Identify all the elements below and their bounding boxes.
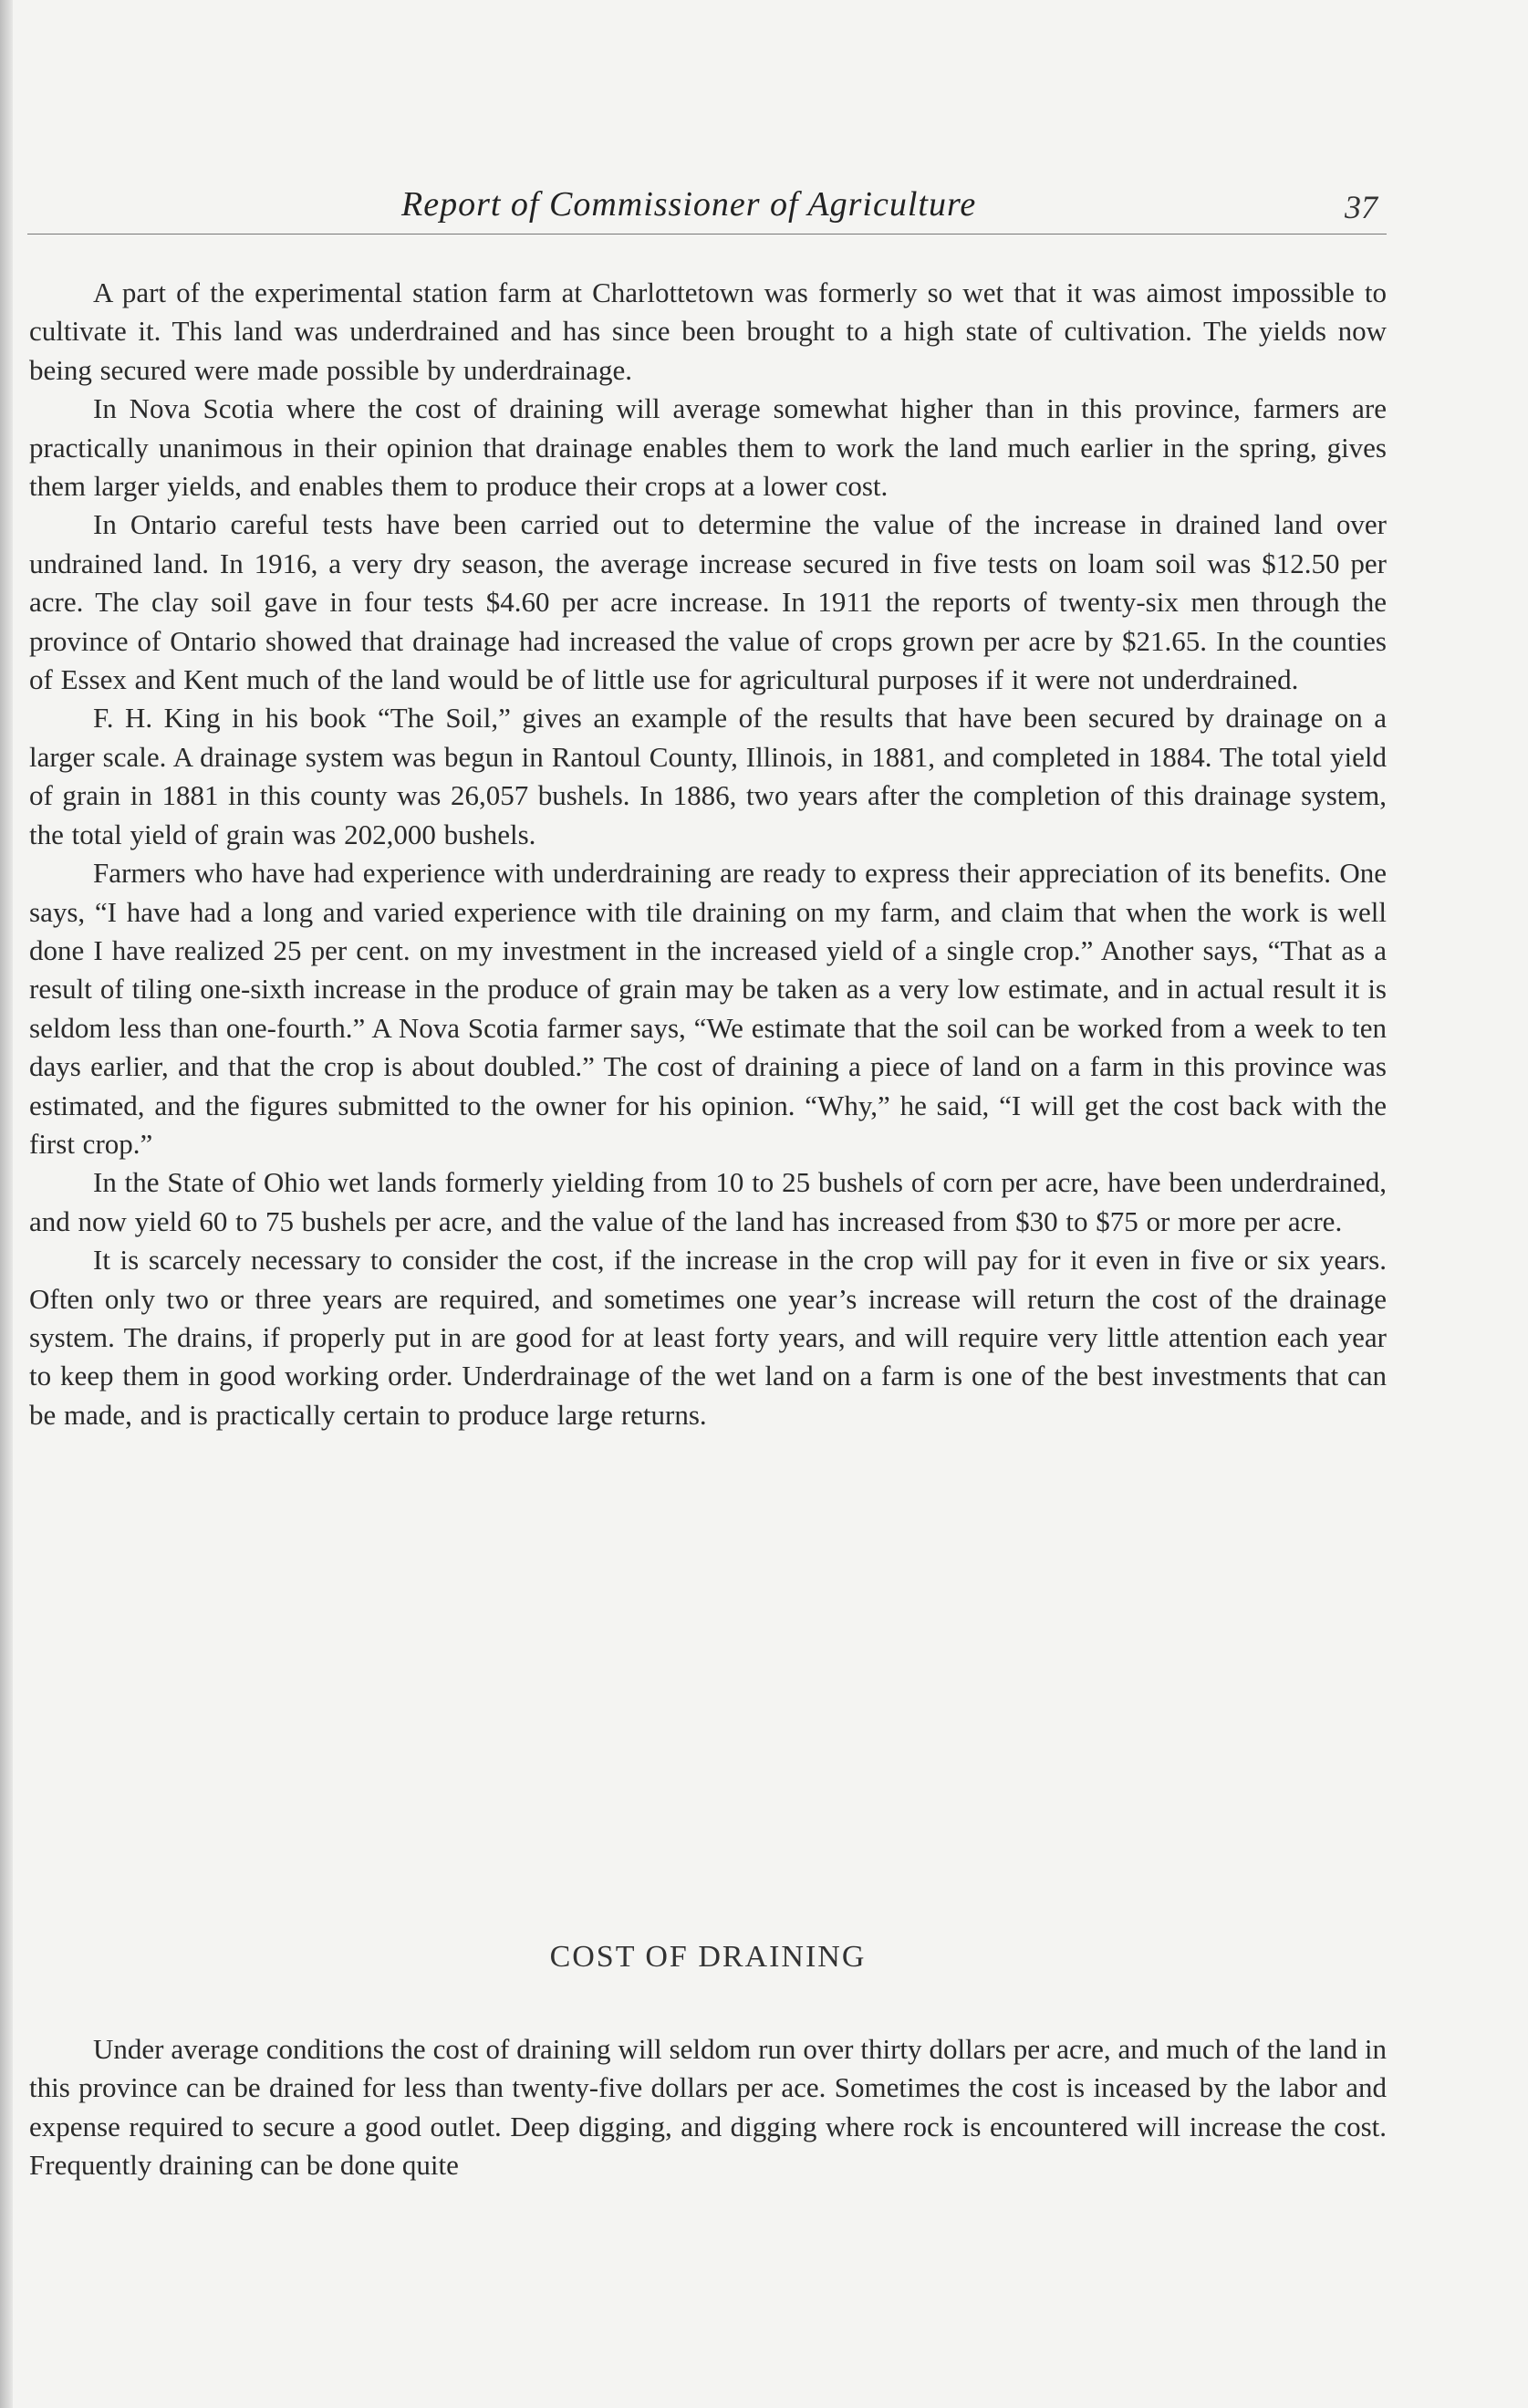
page-number: 37 [1345,189,1377,225]
paragraph-farmer-testimonials: Farmers who have had experience with underdraining are ready to express their appreciation of its benefits. One says, “I have had a long and varied experience with tile draining on my farm, and claim that when the work is well done I have realized 25 per cent. on my investment in the increased yield of a single crop.” Another says, “That as a result of tiling one-sixth increase in the produce of grain may be taken as a very low estimate, and in actual result it is seldom less than one-fourth.” A Nova Scotia farmer says, “We estimate that the soil can be worked from a week to ten days earlier, and that the crop is about doubled.” The cost of draining a piece of land on a farm in this province was estimated, and the figures submitted to the owner for his opinion. “Why,” he said, “I will get the cost back with the first crop.” [29,857,1387,1160]
paragraph-cost-of-draining: Under average conditions the cost of draining will seldom run over thirty dollars per acre, and much of the land in this province can be drained for less than twenty-five dollars per ace. Sometimes the cost is inceased by the labor and expense required to secure a good outlet. Deep digging, and digging where rock is encountered will increase the cost. Frequently draining can be done quite [29,2033,1387,2182]
page-edge-shadow [0,0,13,2408]
body-text [29,274,1387,1434]
paragraph-ohio: In the State of Ohio wet lands formerly yielding from 10 to 25 bushels of corn per acre, have been underdrained, and now yield 60 to 75 bushels per acre, and the value of the land has increased from $30 to $75 or more per acre. [29,1166,1387,1237]
section-body [29,2030,1387,2185]
paragraph-investment: It is scarcely necessary to consider the cost, if the increase in the crop will pay for it even in five or six years. Often only two or three years are required, and sometimes one year’s increase will return the cost of the drainage system. The drains, if properly put in are good for at least forty years, and will require very little attention each year to keep them in good working order. Underdrainage of the wet land on a farm is one of the best investments that can be made, and is practically certain to produce large returns. [29,1244,1387,1431]
page-header [27,182,1387,239]
paragraph-nova-scotia: In Nova Scotia where the cost of draining will average somewhat higher than in this province, farmers are practically unanimous in their opinion that drainage enables them to work the land much earlier in the spring, gives them larger yields, and enables them to produce their crops at a lower cost. [29,392,1387,503]
header-rule [27,234,1387,235]
running-title: Report of Commissioner of Agriculture [401,185,977,224]
paragraph-experimental-station: A part of the experimental station farm at Charlottetown was formerly so wet that it was aimost impossible to cultivate it. This land was underdrained and has since been brought to a high state of cultivation. The yields now being secured were made possible by underdrainage. [29,276,1387,386]
section-heading: COST OF DRAINING [549,1940,867,1974]
paragraph-ontario-tests: In Ontario careful tests have been carried out to determine the value of the increase in drained land over undrained land. In 1916, a very dry season, the average increase secured in five tests on loam soil was $12.50 per acre. The clay soil gave in four tests $4.60 per acre increase. In 1911 the reports of twenty-six men through the province of Ontario showed that drainage had increased the value of crops grown per acre by $21.65. In the counties of Essex and Kent much of the land would be of little use for agricultural purposes if it were not underdrained. [29,508,1387,696]
paragraph-king-the-soil: F. H. King in his book “The Soil,” gives an example of the results that have been secured by drainage on a larger scale. A drainage system was begun in Rantoul County, Illinois, in 1881, and completed in 1884. The total yield of grain in 1881 in this county was 26,057 bushels. In 1886, two years after the completion of this drainage system, the total yield of grain was 202,000 bushels. [29,702,1387,850]
